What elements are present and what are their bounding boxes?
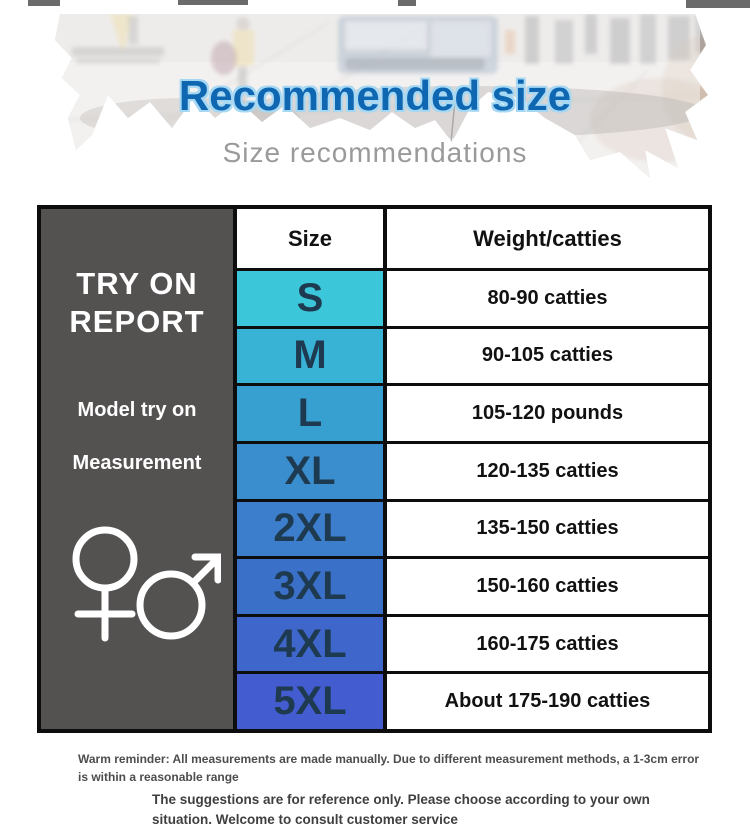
table-row [237, 499, 708, 557]
weight-label: 160-175 catties [476, 632, 619, 655]
gender-female-male-icon [53, 517, 221, 643]
size-grid [237, 209, 708, 729]
footer-notes [78, 750, 708, 831]
table-row [237, 671, 708, 729]
try-on-panel [41, 209, 237, 729]
size-label: S [296, 275, 324, 320]
size-header-cell [237, 209, 387, 268]
weight-label: 90-105 catties [481, 344, 614, 367]
panel-title [69, 265, 204, 341]
size-label: M [293, 333, 327, 378]
size-label: 5XL [273, 679, 347, 724]
size-cell [237, 674, 387, 729]
panel-title-line2: REPORT [69, 303, 205, 339]
page-subtitle: Size recommendations [222, 137, 528, 168]
size-cell [237, 271, 387, 326]
size-label: 2XL [273, 506, 347, 551]
top-edge-specks [28, 0, 750, 8]
weight-cell [387, 674, 708, 729]
table-row [237, 326, 708, 384]
warm-reminder-text: Warm reminder: All measurements are made manually. Due to different measurement methods, a 1-3cm error is within a reasonable range [78, 752, 700, 784]
table-row [237, 556, 708, 614]
weight-cell [387, 271, 708, 326]
size-cell [237, 444, 387, 499]
panel-title-line1: TRY ON [76, 266, 198, 301]
panel-measurement: Measurement [72, 451, 202, 474]
weight-label: 80-90 catties [487, 286, 608, 309]
size-cell [237, 617, 387, 672]
size-label: L [297, 391, 323, 436]
weight-cell [387, 386, 708, 441]
size-header-label: Size [287, 225, 333, 251]
size-table [37, 205, 712, 733]
table-row [237, 383, 708, 441]
weight-cell [387, 444, 708, 499]
weight-label: 105-120 pounds [471, 402, 624, 425]
weight-header-cell [387, 209, 708, 268]
size-label: 3XL [273, 563, 347, 608]
size-cell [237, 329, 387, 384]
table-row [237, 441, 708, 499]
size-cell [237, 386, 387, 441]
weight-label: 150-160 catties [476, 574, 619, 597]
weight-header-label: Weight/catties [473, 225, 622, 251]
suggestion-text: The suggestions are for reference only. Please choose according to your own situation. Welcome to consult customer service [152, 792, 650, 828]
page-title: Recommended size [178, 72, 572, 119]
weight-cell [387, 329, 708, 384]
size-label: XL [284, 448, 336, 493]
size-cell [237, 559, 387, 614]
weight-label: 135-150 catties [476, 517, 619, 540]
size-label: 4XL [273, 621, 347, 666]
weight-cell [387, 617, 708, 672]
weight-cell [387, 559, 708, 614]
table-row [237, 614, 708, 672]
table-header-row [237, 209, 708, 268]
weight-label: About 175-190 catties [444, 690, 651, 713]
table-row [237, 268, 708, 326]
panel-model-try-on: Model try on [77, 398, 197, 421]
size-cell [237, 502, 387, 557]
weight-label: 120-135 catties [476, 459, 619, 482]
weight-cell [387, 502, 708, 557]
